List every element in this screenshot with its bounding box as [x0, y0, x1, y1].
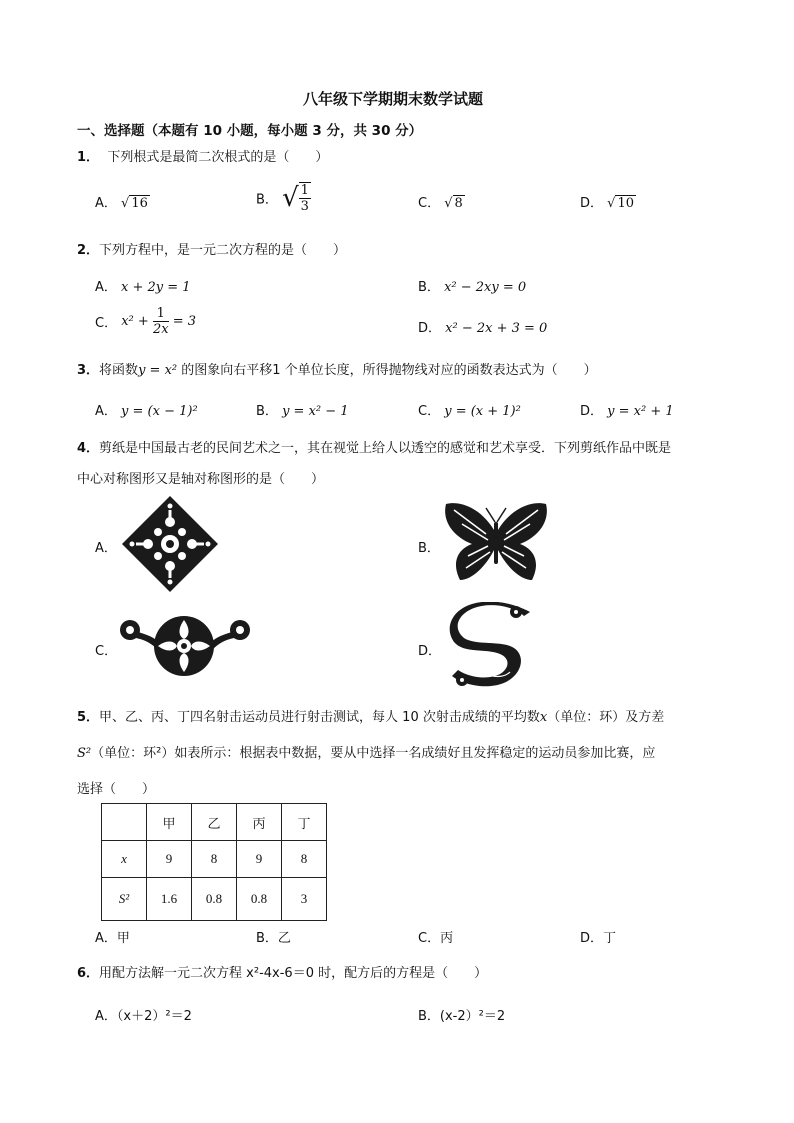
question-5-line-2 — [77, 742, 655, 761]
option-b-label[interactable]: B． — [418, 541, 440, 556]
table-cell: 丙 — [237, 804, 282, 841]
option-label: A． — [95, 404, 117, 419]
equation: y = (x + 1)² — [444, 404, 521, 419]
page-title: 八年级下学期期末数学试题 — [303, 90, 484, 108]
question-number: 2． — [77, 243, 100, 258]
table-header-row — [102, 804, 327, 841]
question-text: 的图象向右平移1 个单位长度，所得抛物线对应的函数表达式为（ ） — [181, 363, 597, 378]
question-number: 4． — [77, 441, 100, 456]
table-cell: 乙 — [192, 804, 237, 841]
option-label: D． — [580, 196, 604, 211]
question-number: 5． — [77, 710, 100, 725]
option-b[interactable]: B．乙 — [256, 931, 291, 946]
function: y = x² — [138, 363, 178, 378]
question-number: 1． — [77, 150, 100, 165]
score-table — [101, 803, 327, 921]
question-text: 下列根式是最简二次根式的是（ ） — [107, 150, 329, 165]
option-b[interactable] — [256, 182, 311, 214]
option-a-label[interactable]: A． — [95, 541, 117, 556]
fraction: $\frac{1}{3}$ — [300, 183, 309, 214]
radicand: 8 — [454, 196, 463, 211]
question-text: （单位：环）及方差 — [547, 710, 665, 725]
question-5 — [77, 706, 664, 725]
table-cell: S² — [102, 878, 147, 921]
option-c[interactable] — [418, 192, 465, 211]
flower-papercut-image[interactable] — [118, 606, 253, 684]
butterfly-papercut-image[interactable] — [442, 500, 550, 588]
option-d-label[interactable]: D． — [418, 644, 442, 659]
table-cell: x — [102, 841, 147, 878]
question-text: 甲、乙、丙、丁四名射击运动员进行射击测试，每人 10 次射击成绩的平均数 — [99, 710, 540, 725]
section-heading: 一、选择题（本题有 10 小题，每小题 3 分，共 30 分） — [77, 123, 423, 139]
equation: x + 2y = 1 — [121, 280, 191, 295]
table-cell: 甲 — [147, 804, 192, 841]
option-c[interactable] — [95, 306, 196, 337]
table-cell: 1.6 — [147, 878, 192, 921]
option-label: B． — [256, 404, 278, 419]
option-d[interactable]: D．丁 — [580, 931, 617, 946]
question-number: 6． — [77, 966, 100, 981]
equation: y = (x − 1)² — [121, 404, 198, 419]
fraction: $\frac{1}{2x}$ — [152, 306, 169, 337]
equation: x² − 2x + 3 = 0 — [445, 321, 548, 336]
radicand: 16 — [131, 196, 148, 211]
option-label: A． — [95, 280, 117, 295]
table-cell: 0.8 — [192, 878, 237, 921]
option-d[interactable] — [580, 192, 636, 211]
table-row — [102, 878, 327, 921]
question-1 — [77, 146, 328, 165]
question-number: 3． — [77, 363, 100, 378]
question-5-line-3: 选择（ ） — [77, 782, 156, 797]
table-cell: 8 — [192, 841, 237, 878]
option-label: C． — [95, 316, 118, 331]
option-a[interactable]: A．（x＋2）²＝2 — [95, 1009, 192, 1024]
question-4-line-2: 中心对称图形又是轴对称图形的是（ ） — [77, 472, 325, 487]
option-a[interactable] — [95, 192, 150, 211]
question-text: （单位：环²）如表所示：根据表中数据，要从中选择一名成绩好且发挥稳定的运动员参加比赛，应 — [91, 746, 656, 761]
option-label: C． — [418, 196, 441, 211]
question-6 — [77, 962, 487, 981]
option-label: C． — [418, 404, 441, 419]
option-label: A． — [95, 196, 117, 211]
table-cell — [102, 804, 147, 841]
option-b[interactable] — [256, 400, 349, 419]
mean-symbol: x — [539, 710, 548, 725]
question-4 — [77, 437, 671, 456]
question-text: 下列方程中，是一元二次方程的是（ ） — [99, 243, 347, 258]
table-row — [102, 841, 327, 878]
option-c[interactable] — [418, 400, 521, 419]
option-c-label[interactable]: C． — [95, 644, 118, 659]
table-cell: 0.8 — [237, 878, 282, 921]
option-c[interactable]: C．丙 — [418, 931, 454, 946]
option-a[interactable] — [95, 400, 198, 419]
table-cell: 9 — [237, 841, 282, 878]
fish-papercut-image[interactable] — [444, 602, 534, 690]
option-d[interactable] — [580, 400, 674, 419]
equation: x² − 2xy = 0 — [444, 280, 527, 295]
radical: √ 8 — [444, 196, 463, 211]
option-label: B． — [418, 280, 440, 295]
radical: √ 10 — [607, 196, 634, 211]
question-text: 将函数 — [99, 363, 139, 378]
question-text: 剪纸是中国最古老的民间艺术之一，其在视觉上给人以透空的感觉和艺术享受．下列剪纸作品中既是 — [99, 441, 672, 456]
option-label: D． — [580, 404, 604, 419]
radicand: 10 — [617, 196, 634, 211]
option-label: D． — [418, 321, 442, 336]
question-2 — [77, 239, 346, 258]
table-cell: 丁 — [282, 804, 327, 841]
option-b[interactable] — [418, 276, 526, 295]
radical: √ 16 — [121, 196, 148, 211]
equation-part: x² + — [121, 314, 149, 329]
table-cell: 3 — [282, 878, 327, 921]
question-3 — [77, 359, 597, 378]
equation-part: = 3 — [172, 314, 196, 329]
option-d[interactable] — [418, 317, 547, 336]
radical-sign: √ — [282, 183, 299, 213]
table-cell: 9 — [147, 841, 192, 878]
equation: y = x² − 1 — [282, 404, 349, 419]
option-label: B． — [256, 192, 278, 208]
snowflake-papercut-image[interactable] — [120, 494, 220, 594]
option-b[interactable]: B．(x-2）²＝2 — [418, 1009, 506, 1024]
option-a[interactable]: A．甲 — [95, 931, 130, 946]
question-text: 用配方法解一元二次方程 x²-4x-6＝0 时，配方后的方程是（ ） — [99, 966, 488, 981]
option-a[interactable] — [95, 276, 191, 295]
table-cell: 8 — [282, 841, 327, 878]
variance-symbol: S² — [77, 746, 92, 761]
equation: y = x² + 1 — [607, 404, 674, 419]
